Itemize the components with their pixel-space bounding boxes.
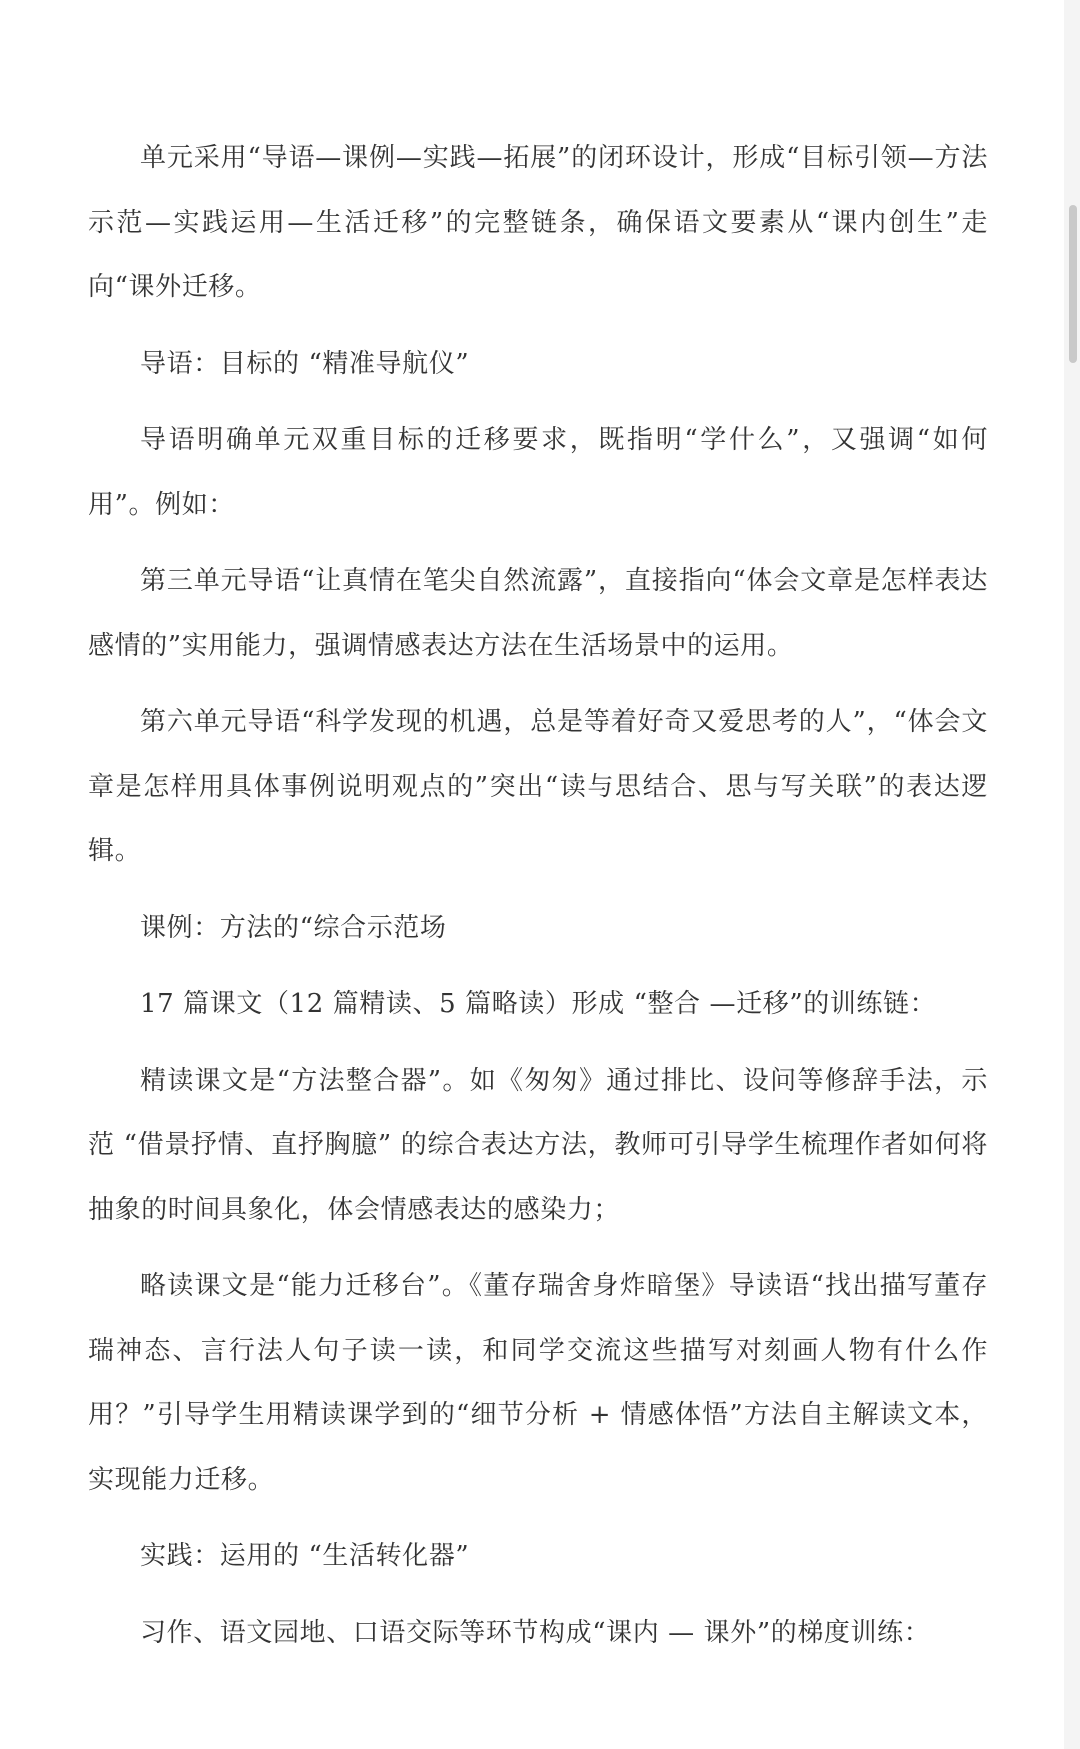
paragraph-unit-six: 第六单元导语“科学发现的机遇，总是等着好奇又爱思考的人”，“体会文章是怎样用具体事例说明观点的”突出“读与思结合、思与写关联”的表达逻辑。: [88, 707, 988, 866]
document-body: [88, 126, 988, 1677]
vertical-scrollbar[interactable]: [1064, 0, 1080, 1749]
paragraph-skim-reading: 略读课文是“能力迁移台”。《董存瑞舍身炸暗堡》导读语“找出描写董存瑞神态、言行法人句子读一读，和同学交流这些描写对刻画人物有什么作用？”引导学生用精读课学到的“细节分析 + 情感体悟”方法自主解读文本，实现能力迁移。: [88, 1271, 988, 1495]
paragraph-intensive-reading: 精读课文是“方法整合器”。如《匆匆》通过排比、设问等修辞手法，示范 “借景抒情、直抒胸臆” 的综合表达方法，教师可引导学生梳理作者如何将抽象的时间具象化，体会情感表达的感染力；: [88, 1065, 988, 1225]
paragraph-unit-three: 第三单元导语“让真情在笔尖自然流露”，直接指向“体会文章是怎样表达感情的”实用能力，强调情感表达方法在生活场景中的运用。: [88, 566, 988, 661]
heading-keli: 课例：方法的“综合示范场: [140, 912, 447, 943]
heading-shijian: 实践：运用的 “生活转化器”: [140, 1541, 470, 1571]
paragraph-shijian: 习作、语文园地、口语交际等环节构成“课内 — 课外”的梯度训练：: [140, 1617, 931, 1648]
scrollbar-thumb[interactable]: [1069, 205, 1077, 363]
heading-daoyu: 导语：目标的 “精准导航仪”: [140, 348, 470, 379]
paragraph-intro: 单元采用“导语—课例—实践—拓展”的闭环设计，形成“目标引领—方法示范—实践运用—生活迁移”的完整链条，确保语文要素从“课内创生”走向“课外迁移。: [88, 143, 988, 302]
paragraph-keli: 17 篇课文（12 篇精读、5 篇略读）形成 “整合 —迁移”的训练链：: [140, 989, 937, 1019]
paragraph-daoyu: 导语明确单元双重目标的迁移要求，既指明“学什么”，又强调“如何用”。例如：: [88, 425, 988, 520]
